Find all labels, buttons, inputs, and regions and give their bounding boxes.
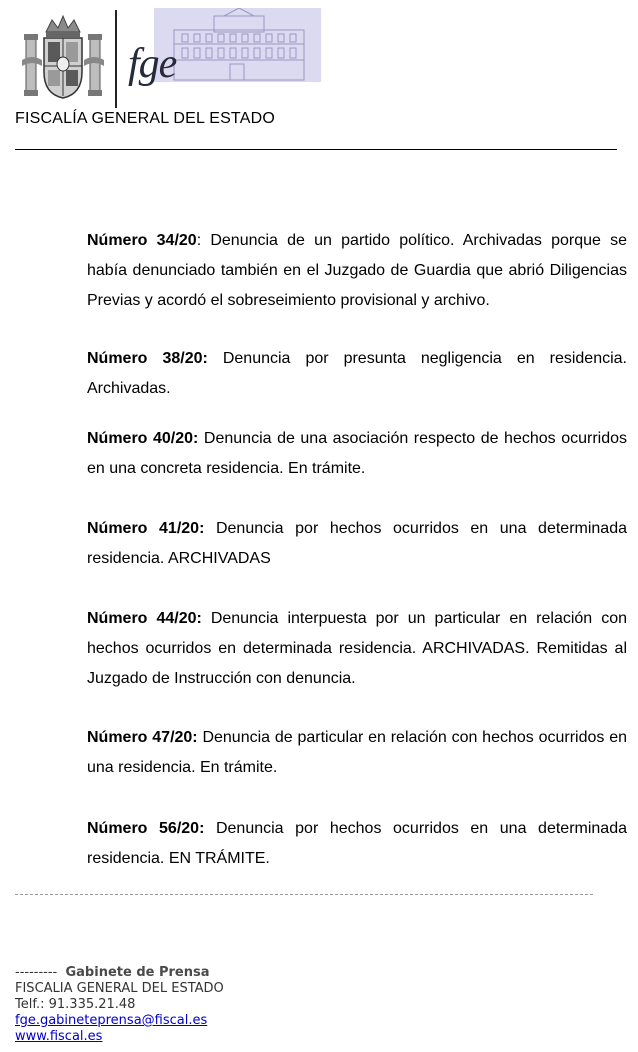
- footer-dashes: ---------: [15, 965, 58, 980]
- case-number: Número 38/20:: [87, 350, 208, 367]
- case-entry: [87, 344, 627, 404]
- case-text: Denuncia por hechos ocurridos en una determinada residencia. ARCHIVADAS: [87, 520, 628, 567]
- case-number: Número 41/20:: [87, 520, 205, 537]
- org-title: FISCALÍA GENERAL DEL ESTADO: [15, 110, 275, 127]
- press-office-footer: [15, 965, 224, 1045]
- coat-of-arms-icon: [22, 14, 104, 102]
- case-entry: [87, 424, 627, 484]
- header-rule: [15, 149, 617, 150]
- header-divider: [115, 10, 117, 108]
- footer-heading: [15, 965, 224, 981]
- website-link[interactable]: www.fiscal.es: [15, 1029, 103, 1044]
- case-number: Número 40/20:: [87, 430, 199, 447]
- case-number: Número 56/20:: [87, 820, 205, 837]
- case-text: Denuncia por hechos ocurridos en una determinada residencia. EN TRÁMITE.: [87, 820, 628, 867]
- fge-logo: fge: [128, 41, 177, 87]
- case-list: [87, 226, 627, 874]
- case-entry: [87, 514, 627, 574]
- case-text: : Denuncia de un partido político. Archivadas porque se había denunciado también en el Juzgado de Guardia que abrió Diligencias Previas y acordó el sobreseimiento provisional y archivo.: [87, 232, 628, 309]
- case-number: Número 34/20: [87, 232, 197, 249]
- case-text: Denuncia interpuesta por un particular en relación con hechos ocurridos en determinada residencia. ARCHIVADAS. Remitidas al Juzgado de Instrucción con denuncia.: [87, 610, 627, 687]
- case-text: Denuncia de una asociación respecto de hechos ocurridos en una concreta residencia. En trámite.: [87, 430, 628, 477]
- case-text: Denuncia de particular en relación con hechos ocurridos en una residencia. En trámite.: [87, 729, 628, 776]
- case-entry: [87, 604, 627, 694]
- case-text: Denuncia por presunta negligencia en residencia. Archivadas.: [87, 350, 627, 397]
- case-number: Número 44/20:: [87, 610, 202, 627]
- footer-org: FISCALIA GENERAL DEL ESTADO: [15, 981, 224, 996]
- footer-separator: [15, 894, 593, 895]
- building-illustration-icon: [154, 8, 321, 82]
- footer-phone: Telf.: 91.335.21.48: [15, 997, 136, 1012]
- case-entry: [87, 226, 627, 316]
- email-link[interactable]: fge.gabineteprensa@fiscal.es: [15, 1013, 208, 1028]
- letterhead: [0, 0, 638, 150]
- press-office-title: Gabinete de Prensa: [65, 965, 210, 980]
- case-entry: [87, 814, 627, 874]
- case-entry: [87, 723, 627, 783]
- case-number: Número 47/20:: [87, 729, 198, 746]
